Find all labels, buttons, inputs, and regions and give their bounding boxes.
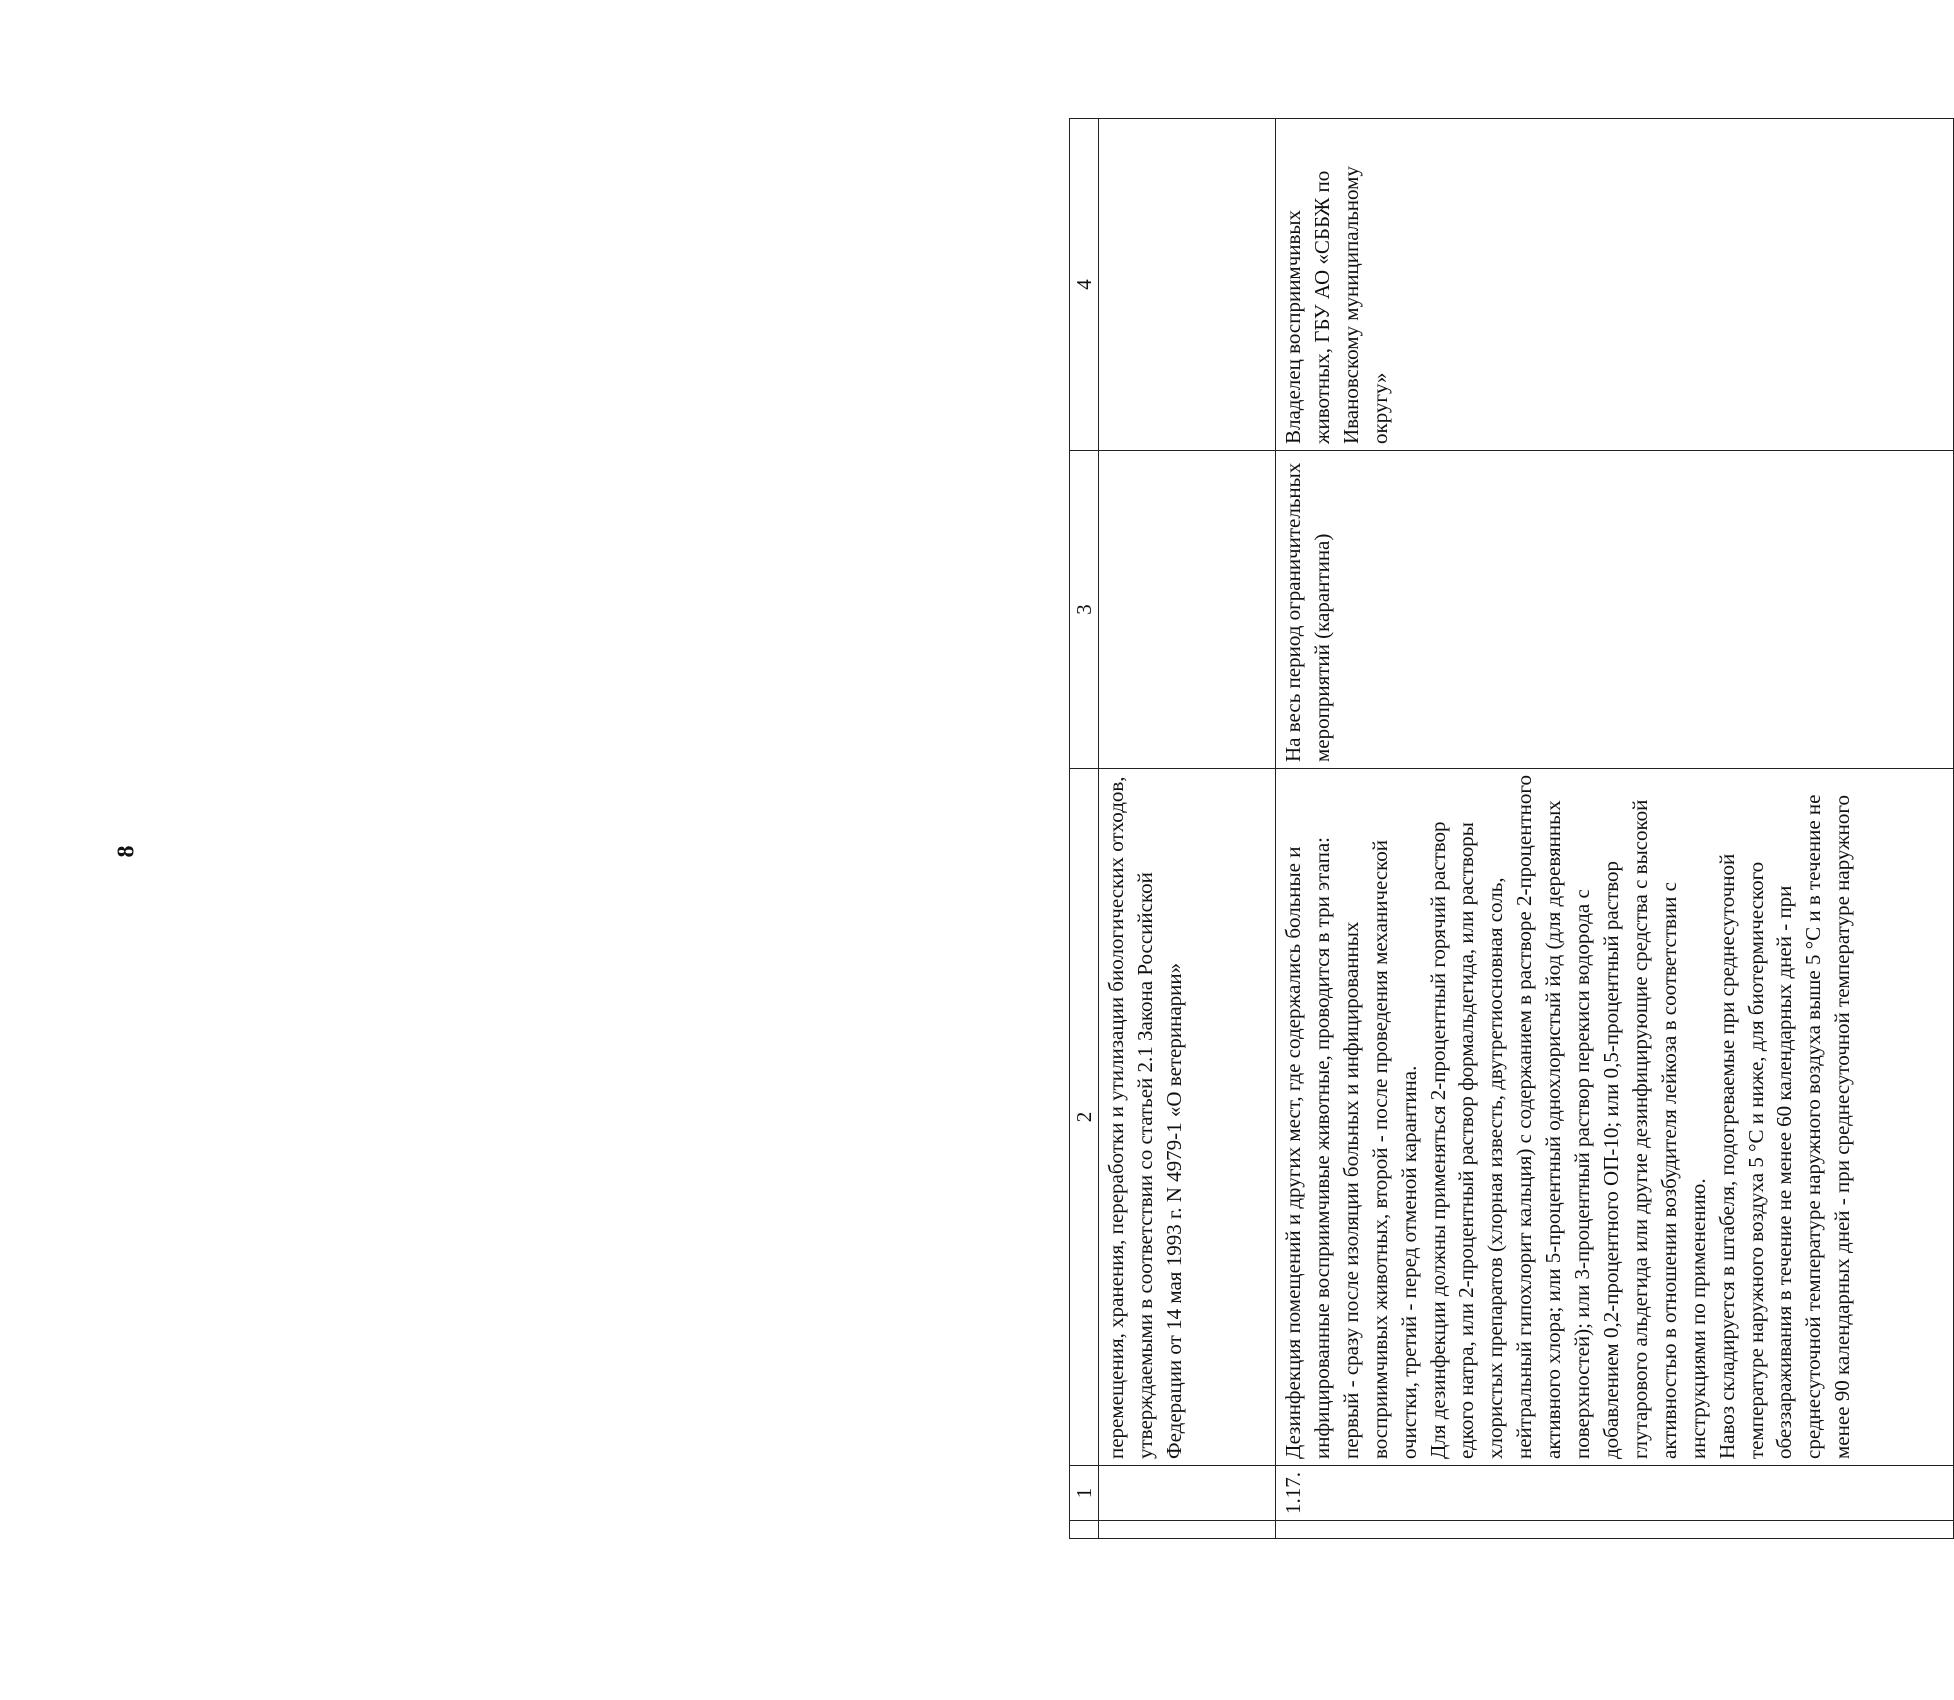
paragraph-manure: Навоз складируется в штабеля, подогреваемые при среднесуточной температуре наружного воздуха 5 °С и ниже, для биотермического обеззараживания в течение не менее 60 календарных дней - при среднесуточной температуре наружного воздуха выше 5 °С и в течение не менее 90 календарных дней - при среднесуточной температуре наружного [1714, 794, 1855, 1459]
header-col-2: 2 [1070, 769, 1099, 1466]
paragraph-disinfectants: Для дезинфекции должны применяться 2-процентный горячий раствор едкого натра, или 2-процентный раствор формальдегида, или растворы хлористых препаратов (хлорная известь, двутретиосновная соль, нейтральный гипохлорит кальция) с содержанием в растворе 2-процентного активного хлора; или 5-процентный однохлористый йод (для деревянных поверхностей); или 3-процентный раствор перекиси водорода с добавлением 0,2-процентного ОП-10; или 0,5-процентный раствор глутарового альдегида или другие дезинфицирующие средства с высокой активностью в отношении возбудителя лейкоза в соответствии с инструкциями по применению. [1425, 775, 1710, 1459]
paragraph-disinfection-stages: Дезинфекция помещений и других мест, где содержались больные и инфицированные восприимчивые животные, проводится в три этапа: первый - сразу после изоляции больных и инфицированных восприимчивых животных, второй - после проведения механической очистки, третий - перед отменой карантина. [1281, 837, 1421, 1459]
measure-description [1276, 769, 1954, 1466]
table-header-row [1070, 119, 1099, 1539]
continuation-period [1099, 451, 1276, 769]
table-row-1-17 [1276, 119, 1954, 1539]
row-number-cell [1099, 1466, 1276, 1521]
page-number: 8 [113, 845, 140, 858]
measures-table [1069, 118, 1954, 1539]
table-container [1069, 119, 1954, 1539]
continuation-text: перемещения, хранения, переработки и утилизации биологических отходов, утверждаемыми в соответствии со статьей 2.1 Закона Российской Федерации от 14 мая 1993 г. N 4979-1 «О ветеринарии» [1099, 769, 1276, 1466]
header-spacer [1070, 1521, 1099, 1539]
row-number: 1.17. [1276, 1466, 1954, 1521]
spacer-cell [1276, 1521, 1954, 1539]
continuation-responsible [1099, 119, 1276, 451]
header-col-1: 1 [1070, 1466, 1099, 1521]
measure-period: На весь период ограничительных мероприятий (карантина) [1276, 451, 1954, 769]
header-col-3: 3 [1070, 451, 1099, 769]
spacer-cell [1099, 1521, 1276, 1539]
table-row-continuation [1099, 119, 1276, 1539]
header-col-4: 4 [1070, 119, 1099, 451]
measure-responsible: Владелец восприимчивых животных, ГБУ АО «СББЖ по Ивановскому муниципальному округу» [1276, 119, 1954, 451]
